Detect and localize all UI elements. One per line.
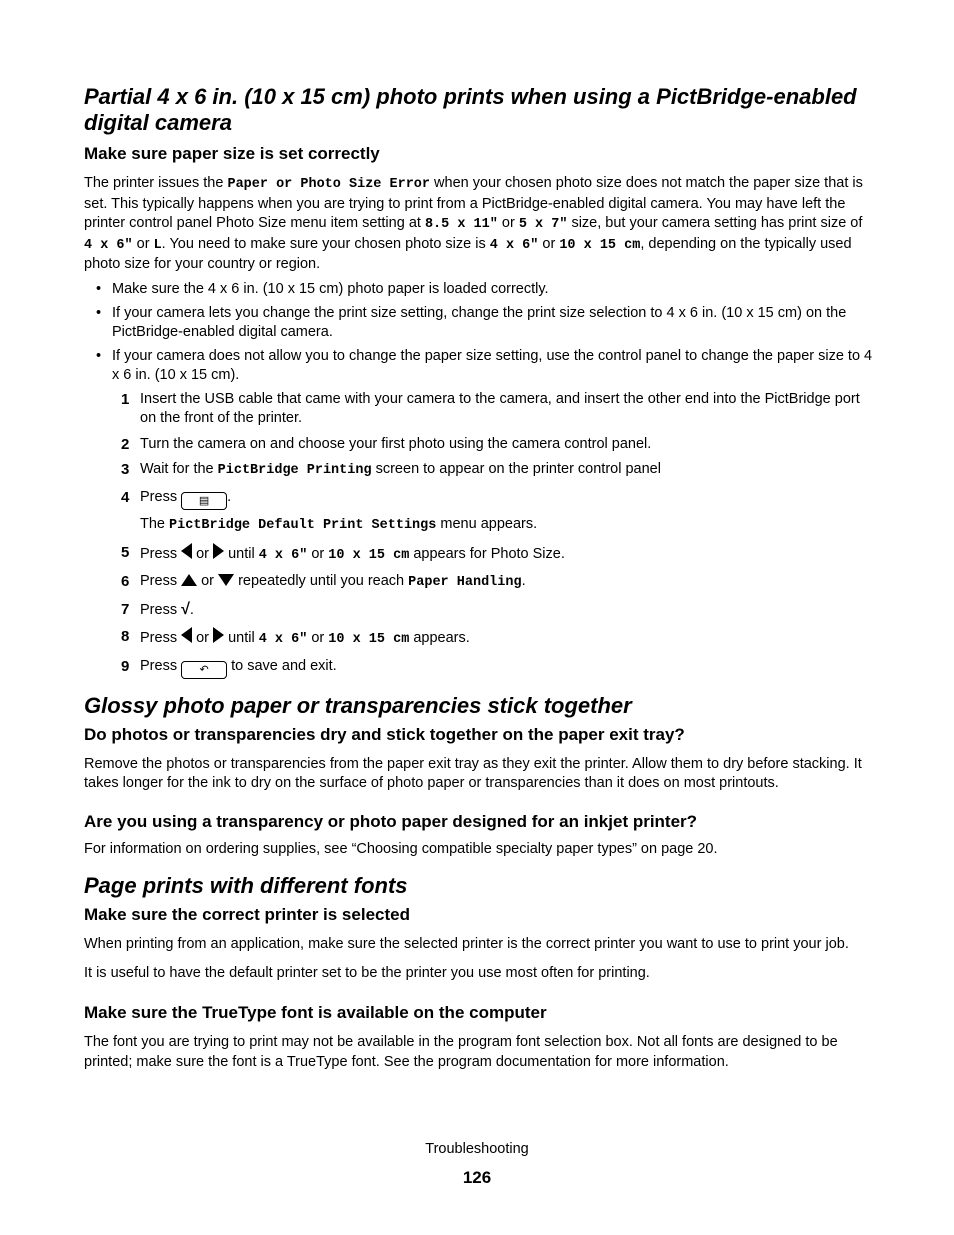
subheading-paper-size: Make sure paper size is set correctly [84, 144, 380, 163]
code-size-5x7: 5 x 7″ [518, 217, 568, 232]
code-4x6: 4 x 6″ [258, 631, 308, 647]
subheading-dry-stick: Do photos or transparencies dry and stick together on the paper exit tray? [84, 724, 685, 744]
list-item: • If your camera does not allow you to change the paper size setting, use the control panel to change the paper size to 4 x 6 in. (10 x 15 cm). [84, 347, 874, 385]
footer-section-name: Troubleshooting [425, 1141, 529, 1157]
paragraph-default-printer: It is useful to have the default printer set to be the printer you use most often for printing. [84, 964, 650, 981]
code-paper-photo-size-error: Paper or Photo Size Error [227, 177, 431, 192]
code-size-L: L [153, 237, 162, 253]
down-arrow-icon [218, 574, 234, 586]
step-9: 9 Press ↶ to save and exit. [84, 657, 874, 679]
document-page [84, 84, 874, 1072]
code-size-4x6: 4 x 6″ [84, 237, 133, 253]
paragraph-ordering-supplies: For information on ordering supplies, see “Choosing compatible specialty paper types” on page 20. [84, 840, 718, 857]
left-arrow-icon [181, 627, 192, 643]
step-8: 8 Press or until 4 x 6″ or 10 x 15 cm appears. [121, 627, 470, 647]
code-10x15: 10 x 15 cm [328, 547, 410, 563]
paragraph-truetype-font: The font you are trying to print may not be available in the program font selection box. Not all fonts are designed to be printed; make sure the font is a TrueType font. See the program documentation for more information. [84, 1034, 838, 1070]
subheading-inkjet-paper: Are you using a transparency or photo paper designed for an inkjet printer? [84, 811, 698, 831]
code-pictbridge-printing: PictBridge Printing [217, 462, 372, 478]
code-size-10x15: 10 x 15 cm [559, 237, 641, 253]
page-number: 126 [462, 1168, 492, 1187]
right-arrow-icon [213, 543, 224, 559]
bullet-list [84, 280, 874, 385]
list-item: • Make sure the 4 x 6 in. (10 x 15 cm) photo paper is loaded correctly. [84, 280, 874, 299]
code-10x15: 10 x 15 cm [328, 631, 410, 647]
subheading-truetype: Make sure the TrueType font is available on the computer [84, 1003, 547, 1022]
paragraph-remove-photos: Remove the photos or transparencies from the paper exit tray as they exit the printer. Allow them to dry before stacking. It takes longer for the ink to dry on the surface of photo paper or transparencies than it does on most printouts. [84, 755, 862, 791]
checkmark-icon: √ [181, 600, 190, 618]
up-arrow-icon [181, 574, 197, 586]
code-4x6: 4 x 6″ [258, 547, 308, 563]
step-7: 7 Press √. [121, 600, 194, 618]
back-icon: ↶ [181, 661, 227, 679]
menu-icon: ▤ [181, 492, 227, 510]
step-4: 4 Press ▤ . The PictBridge Default Print Settings menu appears. [121, 488, 538, 533]
section-heading-different-fonts: Page prints with different fonts [84, 873, 408, 898]
code-size-85x11: 8.5 x 11″ [424, 217, 498, 232]
code-size-4x6-b: 4 x 6″ [489, 237, 539, 253]
step-1: 1 Insert the USB cable that came with your camera to the camera, and insert the other end into the PictBridge port on the front of the printer. [121, 390, 860, 426]
list-item: • If your camera lets you change the print size setting, change the print size selection to 4 x 6 in. (10 x 15 cm) on the PictBridge-enabled digital camera. [84, 304, 874, 342]
section-heading-glossy-paper: Glossy photo paper or transparencies stick together [84, 692, 632, 718]
left-arrow-icon [181, 543, 192, 559]
right-arrow-icon [213, 627, 224, 643]
paragraph-selected-printer: When printing from an application, make sure the selected printer is the correct printer you want to use to print your job. [84, 936, 849, 952]
section-heading-partial-prints: Partial 4 x 6 in. (10 x 15 cm) photo prints when using a PictBridge-enabled digital camera [84, 84, 857, 135]
step-5: 5 Press or until 4 x 6″ or 10 x 15 cm appears for Photo Size. [121, 543, 565, 563]
code-default-print-settings: PictBridge Default Print Settings [169, 517, 437, 533]
steps-list [84, 390, 874, 679]
step-6: 6 Press or repeatedly until you reach Paper Handling. [121, 572, 526, 590]
paragraph-paper-size-error: The printer issues the Paper or Photo Size Error when your chosen photo size does not match the paper size that is set. This typically happens when you are trying to print from a PictBridge-enabled digital camera. You may have left the printer control panel Photo Size menu item setting at 8.5 x 11″ or 5 x 7″ size, but your camera setting has print size of 4 x 6″ or L. You need to make sure your chosen photo size is 4 x 6″ or 10 x 15 cm, depending on the typically used photo size for your country or region. [84, 175, 863, 272]
subheading-correct-printer: Make sure the correct printer is selected [84, 905, 410, 924]
step-2: 2 Turn the camera on and choose your first photo using the camera control panel. [121, 435, 652, 453]
step-3: 3 Wait for the PictBridge Printing screen to appear on the printer control panel [121, 460, 661, 478]
code-paper-handling: Paper Handling [408, 574, 522, 590]
